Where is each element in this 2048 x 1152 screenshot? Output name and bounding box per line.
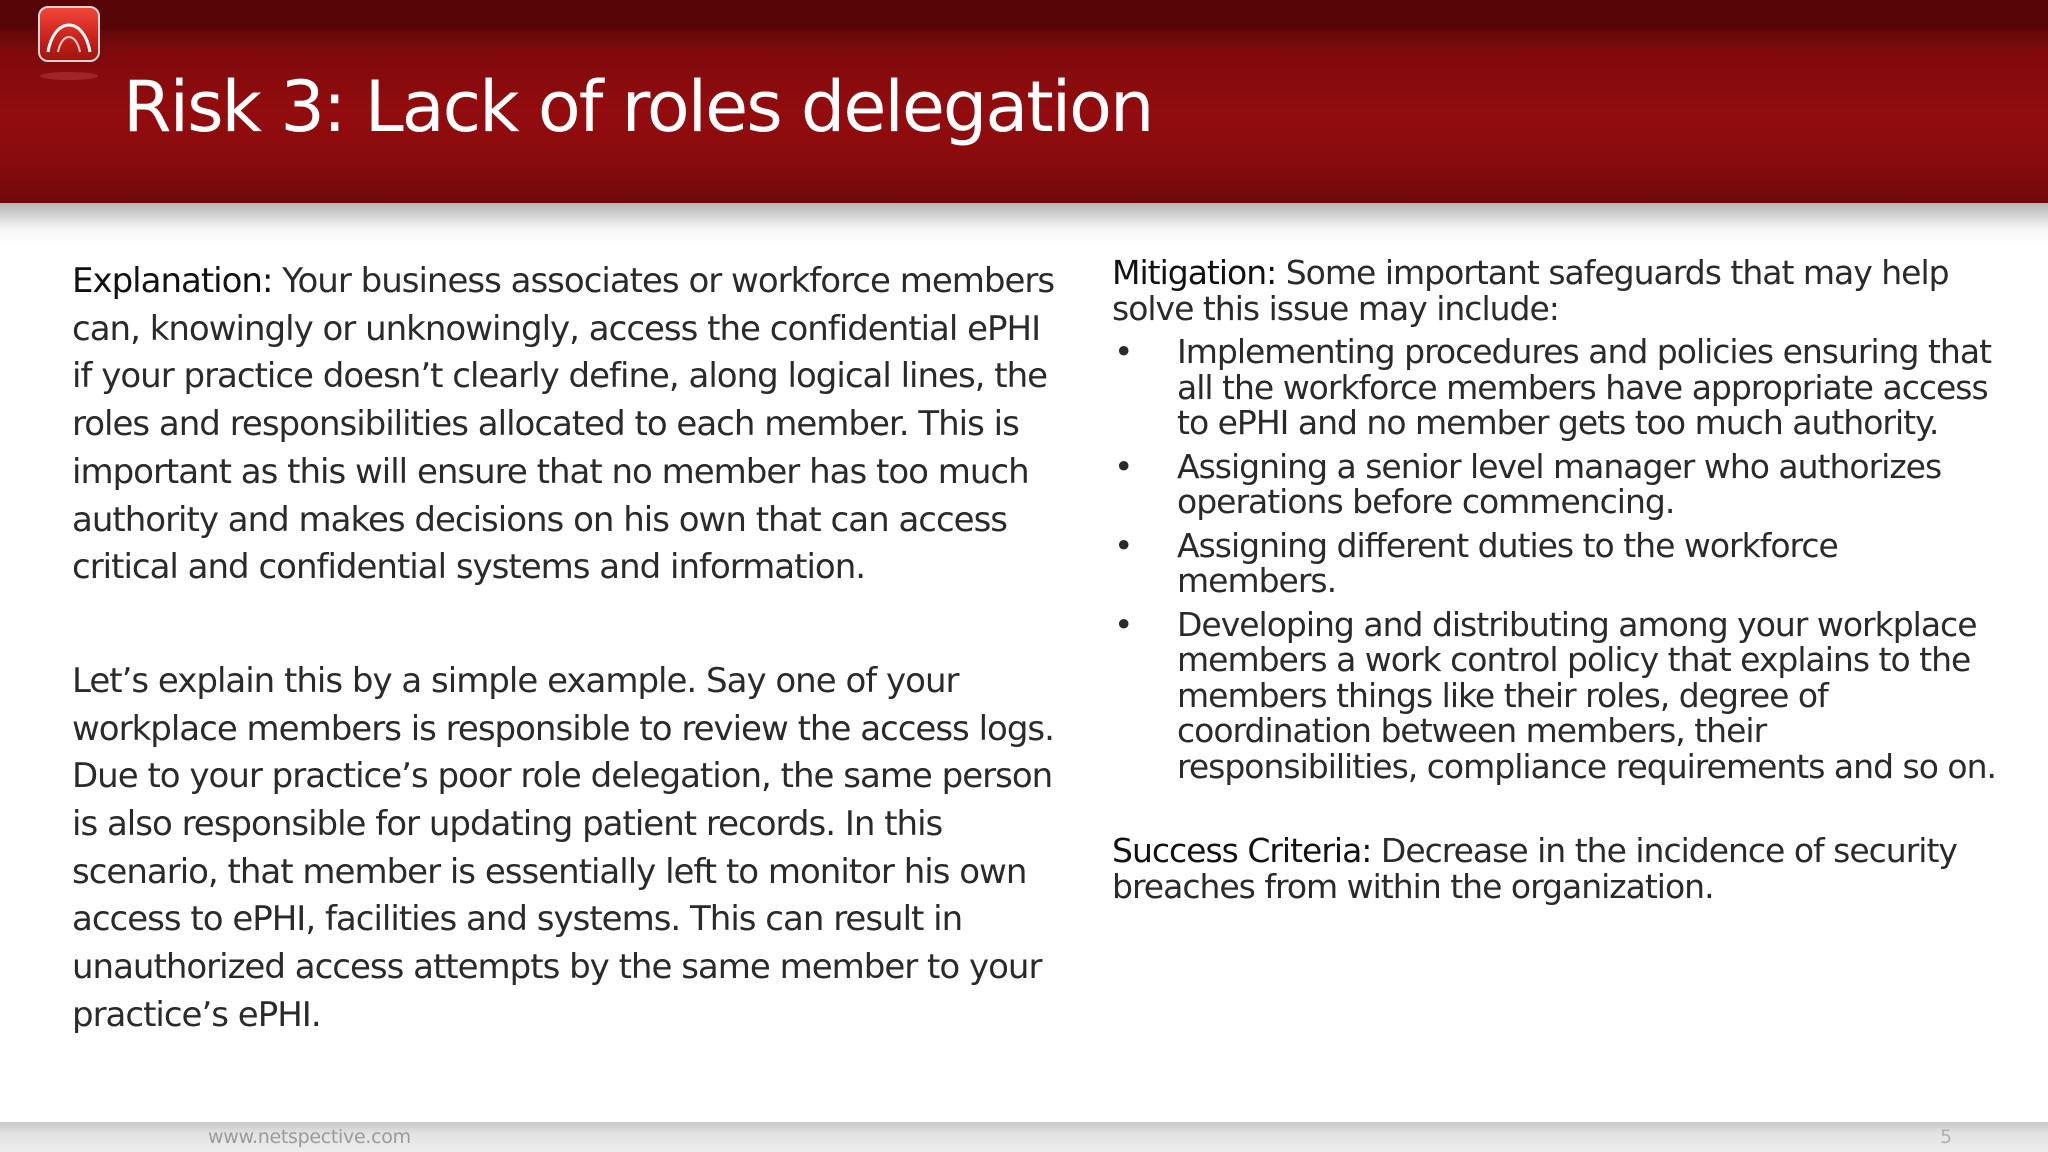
slide-title: Risk 3: Lack of roles delegation — [123, 66, 1153, 148]
list-item-text: Assigning different duties to the workforce members. — [1177, 525, 1838, 600]
explanation-text: Your business associates or workforce members can, knowingly or unknowingly, access the confidential ePHI if your practice doesn’t clearly define, along logical lines, the roles and responsibilities allocated to each member. This is important as this will ensure that no member has too much authority and makes decisions on his own that can access critical and confidential systems and information. — [72, 261, 1055, 588]
logo-arc-icon — [40, 8, 98, 60]
success-label: Success Criteria: — [1112, 831, 1372, 870]
example-paragraph: Let’s explain this by a simple example. Say one of your workplace members is responsible to review the access logs. Due to your practice’s poor role delegation, the same person is also responsible for updating patient records. In this scenario, that member is essentially left to monitor his own access to ePHI, facilities and systems. This can result in unauthorized access attempts by the same member to your practice’s ePHI. — [72, 660, 1054, 1035]
netspective-logo-icon — [38, 6, 100, 62]
header-shadow — [0, 203, 2048, 247]
success-text: Decrease in the incidence of security breaches from within the organization. — [1112, 831, 1957, 906]
mitigation-intro: Some important safeguards that may help solve this issue may include: — [1112, 253, 1949, 328]
bullet-icon: • — [1114, 525, 1133, 565]
explanation-label: Explanation: — [72, 261, 273, 301]
mitigation-paragraph — [1112, 255, 2002, 326]
list-item-text: Assigning a senior level manager who authorizes operations before commencing. — [1177, 446, 1942, 521]
list-item — [1112, 604, 2002, 786]
bullet-icon: • — [1114, 332, 1133, 371]
list-item — [1112, 334, 2002, 441]
list-item — [1112, 525, 2002, 600]
header-top-band — [0, 0, 2048, 30]
explanation-column — [72, 258, 1062, 1040]
bullet-icon: • — [1114, 446, 1133, 486]
mitigation-label: Mitigation: — [1112, 253, 1277, 292]
explanation-paragraph — [72, 258, 1062, 592]
list-item — [1112, 446, 2002, 521]
list-item-text: Implementing procedures and policies ensuring that all the workforce members have appropriate access to ePHI and no member gets too much authority. — [1177, 332, 1992, 442]
logo-reflection — [40, 72, 98, 80]
footer-url[interactable]: www.netspective.com — [208, 1126, 411, 1148]
success-paragraph — [1112, 833, 2002, 904]
list-item-text: Developing and distributing among your workplace members a work control policy that explains to the members things like their roles, degree of coordination between members, their responsibilities, compliance requirements and so on. — [1177, 604, 1996, 786]
bullet-icon: • — [1114, 604, 1133, 644]
mitigation-list — [1112, 334, 2002, 784]
page-number: 5 — [1940, 1126, 1953, 1148]
mitigation-column — [1112, 255, 2002, 904]
